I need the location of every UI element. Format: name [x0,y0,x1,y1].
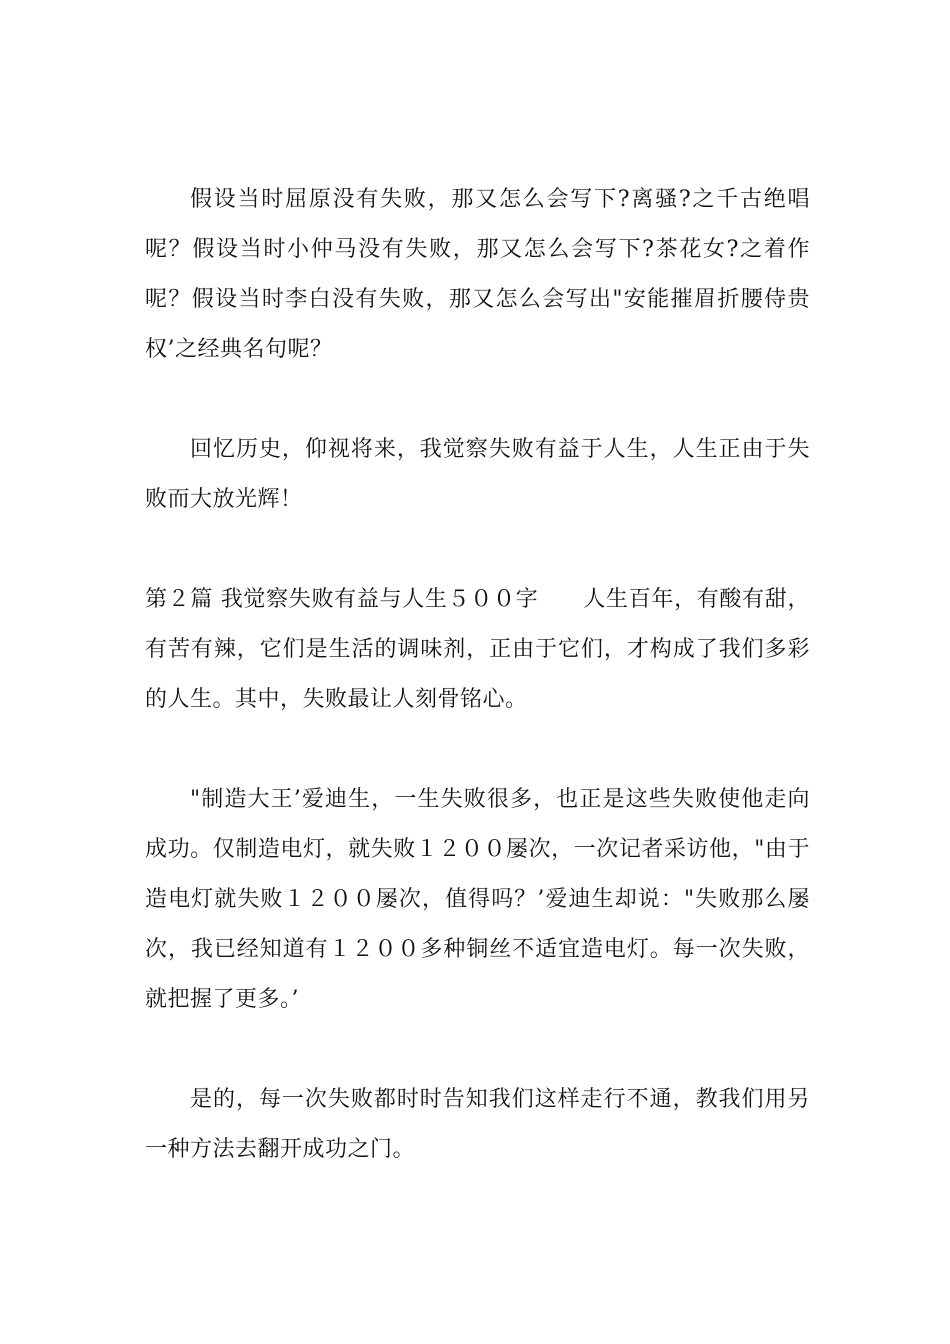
document-page [145,175,810,1225]
paragraph-edison: "制造大王’爱迪生，一生失败很多，也正是这些失败使他走向成功。仅制造电灯，就失败１２００屡次，一次记者采访他，"由于造电灯就失败１２００屡次，值得吗？’爱迪生却说："失败那么屡次，我已经知道有１２００多种铜丝不适宜造电灯。每一次失败，就把握了更多。’ [145,787,810,1012]
article-heading: 第２篇 我觉察失败有益与人生５００字 [145,587,539,612]
paragraph-conclusion: 回忆历史，仰视将来，我觉察失败有益于人生，人生正由于失败而大放光辉！ [145,437,810,512]
paragraph-article-2-intro [145,575,810,725]
paragraph-failure-examples: 假设当时屈原没有失败，那又怎么会写下?离骚?之千古绝唱呢？假设当时小仲马没有失败，那又怎么会写下?茶花女?之着作呢？假设当时李白没有失败，那又怎么会写出"安能摧眉折腰侍贵权’之经典名句呢？ [145,187,810,362]
paragraph-closing: 是的，每一次失败都时时告知我们这样走行不通，教我们用另一种方法去翻开成功之门。 [145,1087,810,1162]
article-intro-text: 人生百年，有酸有甜，有苦有辣，它们是生活的调味剂，正由于它们，才构成了我们多彩的人生。其中，失败最让人刻骨铭心。 [145,587,810,712]
